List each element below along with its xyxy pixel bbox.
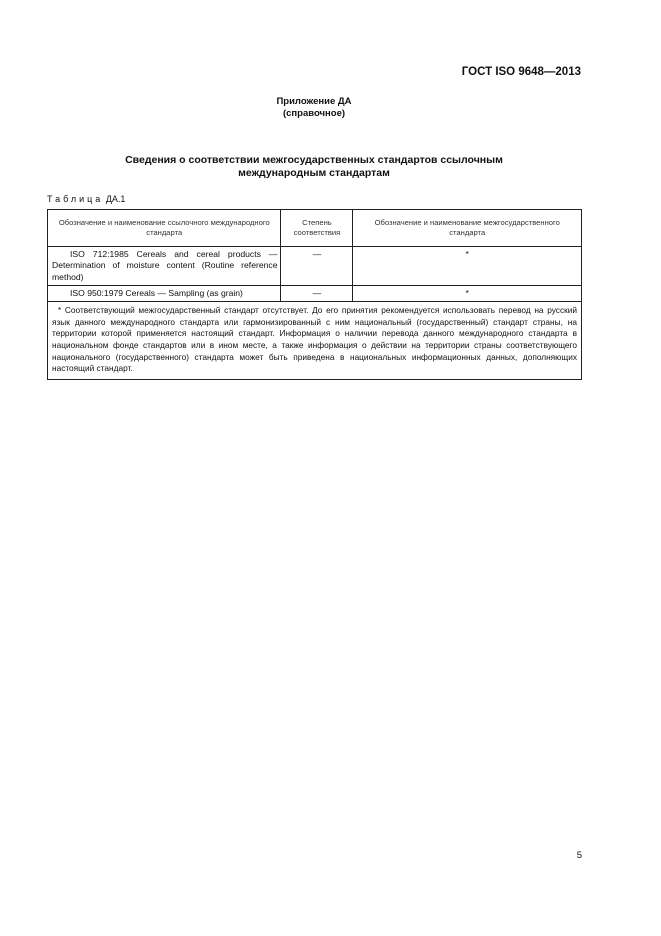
table-caption-number: ДА.1 [105, 194, 126, 204]
cell-international-standard: ISO 950:1979 Cereals — Sampling (as grain) [48, 285, 281, 301]
table-row [48, 247, 582, 286]
table-caption [47, 194, 125, 204]
section-heading [0, 154, 628, 180]
annex-block [0, 96, 628, 120]
page-number: 5 [576, 850, 582, 861]
table-header-row [48, 210, 582, 247]
cell-national-standard: * [353, 285, 582, 301]
column-header-national: Обозначение и наименование межгосударственного стандарта [353, 210, 582, 247]
cell-national-standard: * [353, 247, 582, 286]
annex-subtitle: (справочное) [282, 108, 346, 119]
cell-degree: — [281, 285, 353, 301]
table-row [48, 285, 582, 301]
cell-degree: — [281, 247, 353, 286]
table-footnote-row [48, 302, 582, 380]
annex-title: Приложение ДА [276, 96, 352, 107]
heading-line-2: международным стандартам [238, 167, 390, 179]
column-header-international: Обозначение и наименование ссылочного международного стандарта [48, 210, 281, 247]
cell-international-standard: ISO 712:1985 Cereals and cereal products — Determination of moisture content (Routine reference method) [48, 247, 281, 286]
table-footnote: * Соответствующий межгосударственный стандарт отсутствует. До его принятия рекомендуется использовать перевод на русский язык данного международного стандарта или гармонизированный с ним национальный (государственный) стандарт страны, на территории которой применяется настоящий стандарт. Информация о наличии перевода данного международного стандарта в национальном фонде стандартов или в ином месте, а также информация о действии на территории страны соответствующего национального (государственного) стандарта может быть приведена в национальных информационных данных, дополняющих настоящий стандарт. [48, 302, 582, 380]
document-code: ГОСТ ISO 9648—2013 [461, 66, 581, 78]
column-header-degree: Степень соответствия [281, 210, 353, 247]
heading-line-1: Сведения о соответствии межгосударственных стандартов ссылочным [125, 154, 503, 166]
table-caption-label: Таблица [47, 194, 104, 204]
standards-table [47, 209, 582, 380]
